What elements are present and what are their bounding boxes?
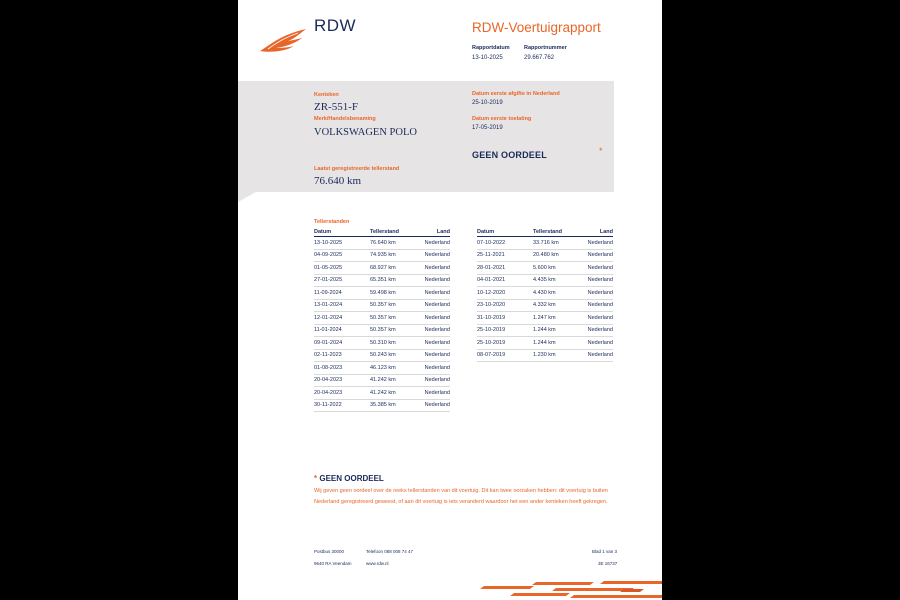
footer-postbus: Postbus 30000 [314, 549, 345, 554]
col-header-reading: Tellerstand [533, 227, 581, 237]
brand-value: VOLKSWAGEN POLO [314, 127, 417, 138]
plate-label: Kenteken [314, 92, 339, 98]
brand-label: Merk/Handelsbenaming [314, 116, 376, 122]
verdict: GEEN OORDEEL [472, 150, 547, 160]
reading-country: Nederland [581, 312, 613, 325]
reading-value: 35.385 km [370, 399, 418, 412]
panel-notch [238, 192, 256, 202]
reading-country: Nederland [581, 349, 613, 362]
reading-value: 1.230 km [533, 349, 581, 362]
reading-value: 76.640 km [370, 237, 418, 250]
table-row [314, 374, 450, 387]
reading-value: 46.123 km [370, 362, 418, 375]
reading-date: 10-12-2020 [477, 287, 533, 300]
reading-country: Nederland [418, 399, 450, 412]
odometer-label: Laatst geregistreerde tellerstand [314, 166, 400, 172]
footer-city: 9640 RA Veendam [314, 561, 352, 566]
first-issue-nl-label: Datum eerste afgifte in Nederland [472, 91, 560, 97]
report-page [238, 0, 662, 600]
reading-value: 5.600 km [533, 262, 581, 275]
reading-date: 20-04-2023 [314, 374, 370, 387]
reading-date: 09-01-2024 [314, 337, 370, 350]
reading-date: 01-05-2025 [314, 262, 370, 275]
reading-value: 1.244 km [533, 324, 581, 337]
reading-value: 50.357 km [370, 299, 418, 312]
reading-country: Nederland [581, 299, 613, 312]
reading-country: Nederland [418, 274, 450, 287]
reading-value: 50.243 km [370, 349, 418, 362]
footer-web: www.rdw.nl [366, 561, 389, 566]
footer-page: Blad 1 van 3 [592, 549, 618, 554]
rdw-wing-logo-icon [258, 27, 308, 53]
reading-date: 25-10-2019 [477, 337, 533, 350]
table-row [314, 399, 450, 412]
readings-table-right [477, 227, 613, 362]
reading-date: 01-08-2023 [314, 362, 370, 375]
footer-code: 3E 16737 [598, 561, 618, 566]
reading-value: 1.247 km [533, 312, 581, 325]
logo-text: RDW [314, 16, 357, 35]
reading-value: 33.716 km [533, 237, 581, 250]
reading-country: Nederland [418, 324, 450, 337]
reading-date: 25-10-2019 [477, 324, 533, 337]
reading-value: 1.244 km [533, 337, 581, 350]
reading-date: 23-10-2020 [477, 299, 533, 312]
reading-country: Nederland [418, 237, 450, 250]
report-number-value: 29.667.762 [524, 55, 555, 61]
footer-phone: Telefoon 088 008 74 47 [366, 549, 414, 554]
reading-country: Nederland [581, 274, 613, 287]
reading-date: 08-07-2019 [477, 349, 533, 362]
reading-value: 59.498 km [370, 287, 418, 300]
col-header-date: Datum [314, 227, 370, 237]
note-text: Wij geven geen oordeel over de reeks tellerstanden van dit voertuig. Dit kan twee oorzaken hebben: dit voertuig is buiten Nederland geregistreerd geweest, of aan dit voertuig is iets veranderd waardoor het een ander kenteken heeft gekregen. [314, 488, 608, 505]
odometer-value: 76.640 km [314, 175, 362, 187]
reading-date: 11-01-2024 [314, 324, 370, 337]
table-row [314, 274, 450, 287]
reading-country: Nederland [418, 362, 450, 375]
reading-country: Nederland [581, 249, 613, 262]
reading-date: 20-04-2023 [314, 387, 370, 400]
reading-country: Nederland [581, 287, 613, 300]
reading-country: Nederland [418, 249, 450, 262]
report-date-value: 13-10-2025 [472, 55, 503, 61]
reading-value: 41.242 km [370, 374, 418, 387]
report-date-label: Rapportdatum [472, 45, 510, 51]
reading-country: Nederland [581, 324, 613, 337]
reading-date: 04-09-2025 [314, 249, 370, 262]
first-admission-label: Datum eerste toelating [472, 116, 532, 122]
reading-date: 02-11-2023 [314, 349, 370, 362]
reading-country: Nederland [418, 287, 450, 300]
reading-value: 50.357 km [370, 324, 418, 337]
reading-date: 30-11-2022 [314, 399, 370, 412]
reading-country: Nederland [581, 237, 613, 250]
first-issue-nl-value: 25-10-2019 [472, 100, 503, 106]
table-row [314, 349, 450, 362]
reading-country: Nederland [418, 262, 450, 275]
reading-date: 13-10-2025 [314, 237, 370, 250]
reading-country: Nederland [418, 349, 450, 362]
table-row [477, 249, 613, 262]
table-row [314, 299, 450, 312]
reading-date: 27-01-2025 [314, 274, 370, 287]
table-row [477, 324, 613, 337]
report-number-label: Rapportnummer [524, 45, 567, 51]
readings-table-left [314, 227, 450, 412]
col-header-country: Land [418, 227, 450, 237]
reading-value: 4.430 km [533, 287, 581, 300]
reading-country: Nederland [581, 262, 613, 275]
table-row [314, 387, 450, 400]
reading-date: 13-01-2024 [314, 299, 370, 312]
table-row [477, 262, 613, 275]
reading-value: 50.357 km [370, 312, 418, 325]
reading-date: 11-09-2024 [314, 287, 370, 300]
reading-country: Nederland [418, 337, 450, 350]
reading-country: Nederland [418, 387, 450, 400]
table-row [477, 237, 613, 250]
table-row [477, 349, 613, 362]
table-row [314, 324, 450, 337]
table-row [314, 262, 450, 275]
reading-date: 07-10-2022 [477, 237, 533, 250]
col-header-country: Land [581, 227, 613, 237]
reading-value: 4.332 km [533, 299, 581, 312]
table-row [477, 337, 613, 350]
reading-country: Nederland [581, 337, 613, 350]
plate-value: ZR-551-F [314, 101, 358, 113]
col-header-date: Datum [477, 227, 533, 237]
readings-title: Tellerstanden [314, 219, 350, 225]
vehicle-summary-panel [238, 81, 614, 192]
reading-value: 50.310 km [370, 337, 418, 350]
verdict-marker: * [599, 146, 603, 156]
table-row [314, 337, 450, 350]
reading-country: Nederland [418, 299, 450, 312]
table-row [477, 287, 613, 300]
reading-date: 04-01-2021 [477, 274, 533, 287]
col-header-reading: Tellerstand [370, 227, 418, 237]
brand-stripes-icon [474, 578, 662, 600]
note-title [314, 474, 384, 483]
table-row [314, 312, 450, 325]
reading-country: Nederland [418, 312, 450, 325]
reading-date: 31-10-2019 [477, 312, 533, 325]
reading-value: 4.435 km [533, 274, 581, 287]
reading-date: 25-11-2021 [477, 249, 533, 262]
table-row [314, 237, 450, 250]
first-admission-value: 17-05-2019 [472, 125, 503, 131]
note-marker: * [314, 474, 318, 483]
table-row [314, 362, 450, 375]
reading-date: 28-01-2021 [477, 262, 533, 275]
reading-value: 68.927 km [370, 262, 418, 275]
reading-value: 20.480 km [533, 249, 581, 262]
table-row [477, 274, 613, 287]
table-row [477, 299, 613, 312]
table-row [314, 249, 450, 262]
reading-country: Nederland [418, 374, 450, 387]
note-title-text: GEEN OORDEEL [319, 474, 384, 483]
reading-value: 41.242 km [370, 387, 418, 400]
table-row [314, 287, 450, 300]
reading-value: 65.351 km [370, 274, 418, 287]
reading-value: 74.935 km [370, 249, 418, 262]
report-title: RDW-Voertuigrapport [472, 20, 601, 35]
table-row [477, 312, 613, 325]
reading-date: 12-01-2024 [314, 312, 370, 325]
